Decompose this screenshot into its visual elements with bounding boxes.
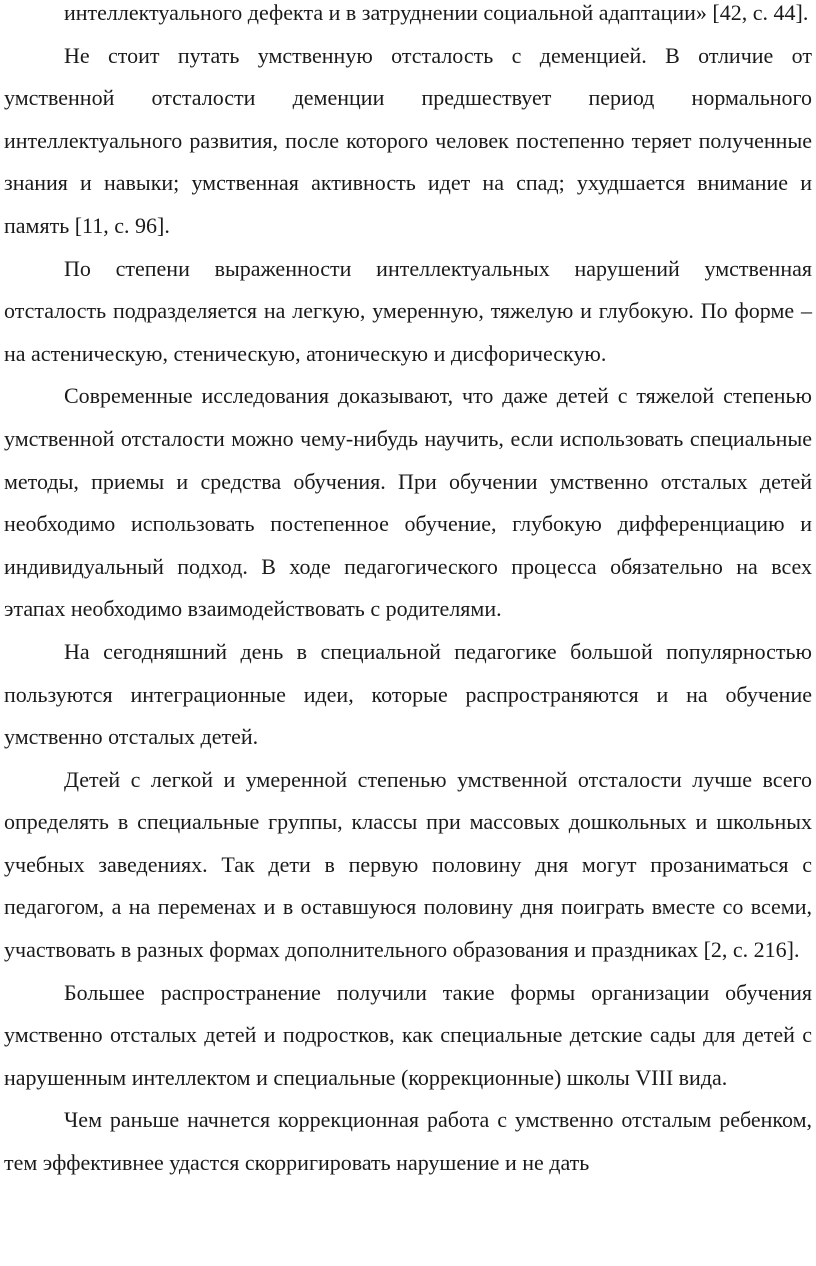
paragraph-continuation: интеллектуального дефекта и в затруднении социальной адаптации» [42, с. 44].	[64, 0, 809, 25]
paragraph-integration-ideas: На сегодняшний день в специальной педагогике большой популярностью пользуются интеграционные идеи, которые распространяются и на обучение умственно отсталых детей.	[4, 638, 812, 750]
paragraph-dementia: Не стоит путать умственную отсталость с деменцией. В отличие от умственной отсталости деменции предшествует период нормального интеллектуального развития, после которого человек постепенно теряет полученные знания и навыки; умственная активность идет на спад; ухудшается внимание и память [11, с. 96].	[4, 42, 812, 238]
paragraph-severity-forms: По степени выраженности интеллектуальных нарушений умственная отсталость подразделяется на легкую, умеренную, тяжелую и глубокую. По форме – на астеническую, стеническую, атоническую и дисфорическую.	[4, 255, 812, 366]
paragraph-modern-research: Современные исследования доказывают, что даже детей с тяжелой степенью умственной отсталости можно чему-нибудь научить, если использовать специальные методы, приемы и средства обучения. При обучении умственно отсталых детей необходимо использовать постепенное обучение, глубокую дифференциацию и индивидуальный подход. В ходе педагогического процесса обязательно на всех этапах необходимо взаимодействовать с родителями.	[4, 383, 812, 622]
paragraph-early-correction: Чем раньше начнется коррекционная работа с умственно отсталым ребенком, тем эффективнее удастся скорригировать нарушение и не дать	[4, 1107, 812, 1176]
paragraph-special-groups: Детей с легкой и умеренной степенью умственной отсталости лучше всего определять в специальные группы, классы при массовых дошкольных и школьных учебных заведениях. Так дети в первую половину дня могут прозаниматься с педагогом, а на переменах и в оставшуюся половину дня поиграть вместе со всеми, участвовать в разных формах дополнительного образования и праздниках [2, с. 216].	[4, 766, 812, 963]
document-body	[4, 0, 812, 1185]
paragraph-education-forms: Большее распространение получили такие формы организации обучения умственно отсталых детей и подростков, как специальные детские сады для детей с нарушенным интеллектом и специальные (коррекционные) школы VIII вида.	[4, 979, 812, 1090]
